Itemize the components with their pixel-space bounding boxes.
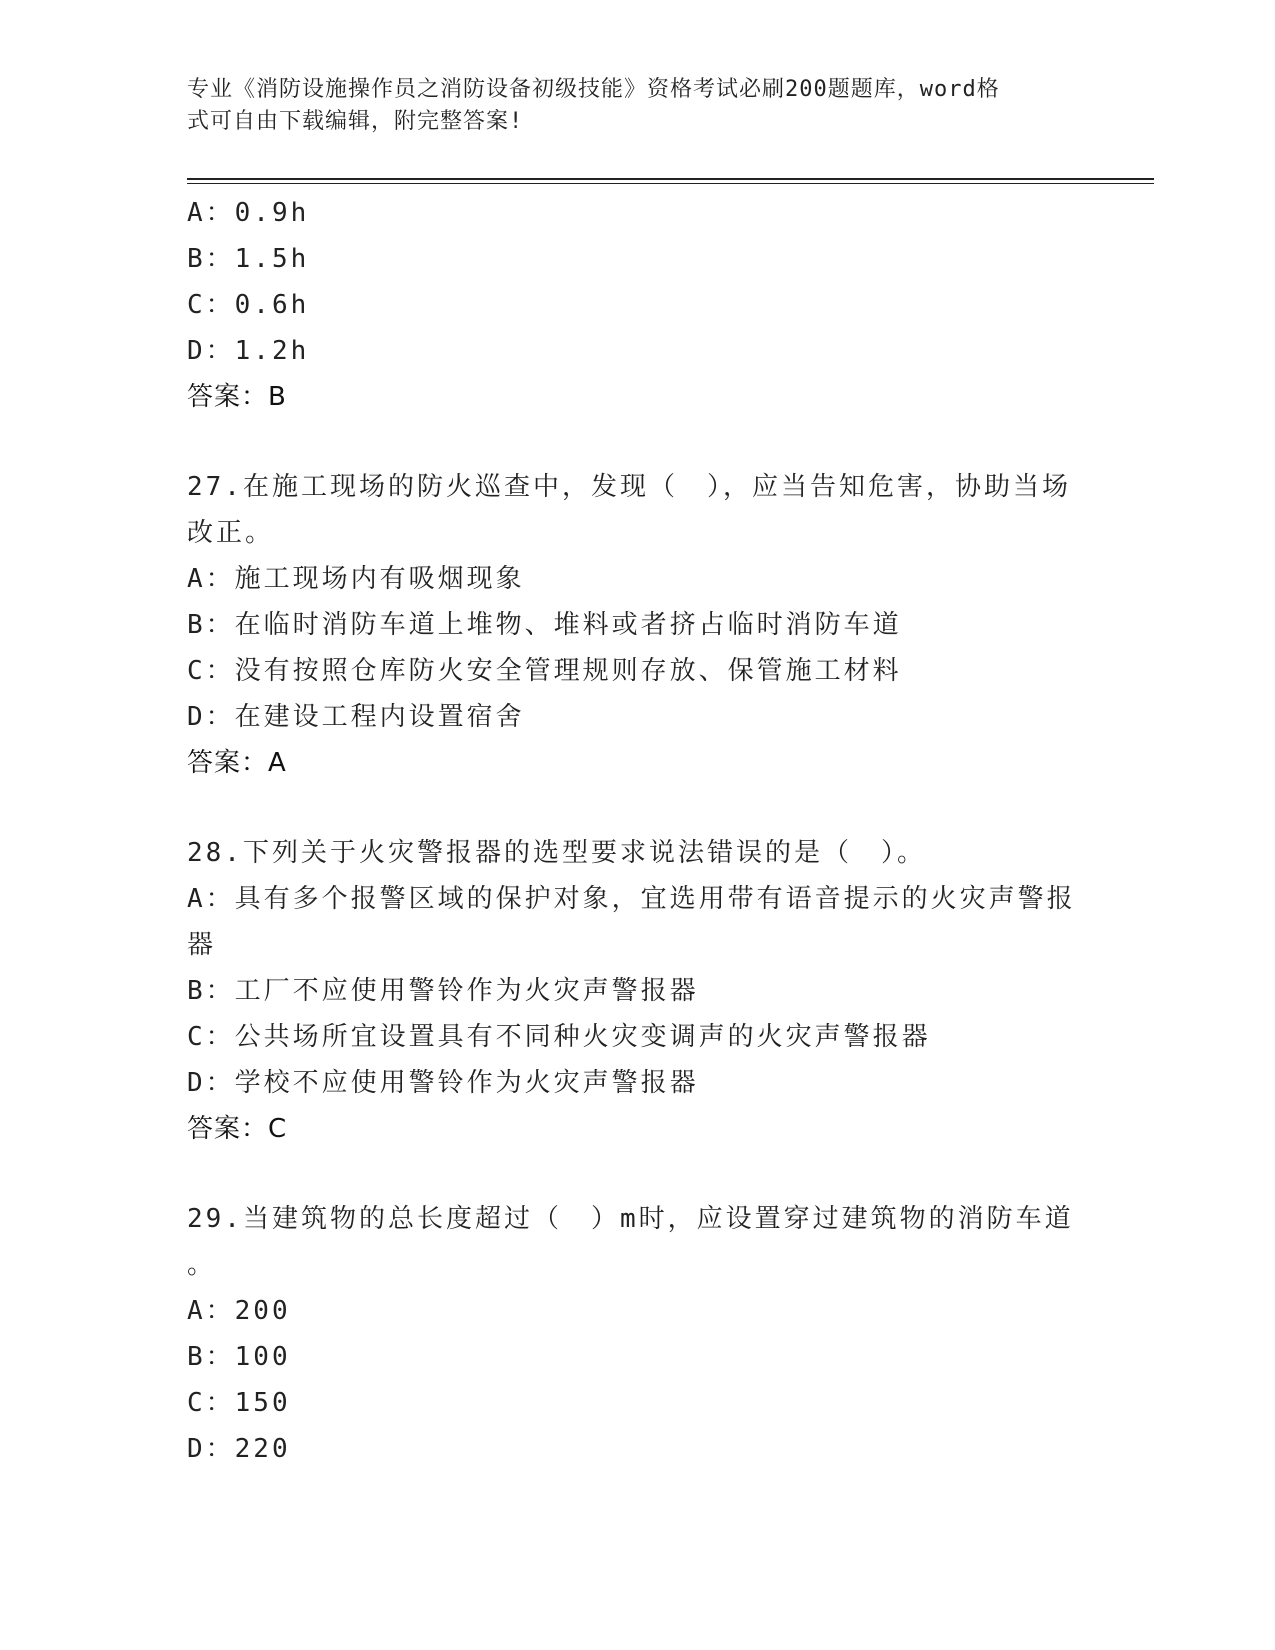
option-d: D：220 xyxy=(187,1434,291,1464)
answer: 答案：B xyxy=(187,382,287,412)
option-c: C：公共场所宜设置具有不同种火灾变调声的火灾声警报器 xyxy=(187,1022,931,1052)
question-27 xyxy=(187,464,1077,786)
header-divider-thin xyxy=(187,183,1154,184)
question-28 xyxy=(187,830,1077,1152)
question-list xyxy=(187,190,1077,1472)
option-c: C：0.6h xyxy=(187,290,310,320)
spacer xyxy=(187,420,1077,464)
option-b: B：1.5h xyxy=(187,244,310,274)
option-b: B：100 xyxy=(187,1342,291,1372)
option-d: D：在建设工程内设置宿舍 xyxy=(187,702,525,732)
option-b: B：在临时消防车道上堆物、堆料或者挤占临时消防车道 xyxy=(187,610,902,640)
option-b: B：工厂不应使用警铃作为火灾声警报器 xyxy=(187,976,699,1006)
option-a: A：施工现场内有吸烟现象 xyxy=(187,564,525,594)
option-d: D：1.2h xyxy=(187,336,310,366)
question-stem: 29.当建筑物的总长度超过（ ）m时，应设置穿过建筑物的消防车道 xyxy=(187,1204,1074,1234)
spacer xyxy=(187,1152,1077,1196)
option-a: A：0.9h xyxy=(187,198,310,228)
question-26 xyxy=(187,190,1077,420)
question-stem: 27.在施工现场的防火巡查中，发现（ ），应当告知危害，协助当场 xyxy=(187,472,1071,502)
question-29 xyxy=(187,1196,1077,1472)
option-a-continued: 器 xyxy=(187,930,217,960)
option-d: D：学校不应使用警铃作为火灾声警报器 xyxy=(187,1068,699,1098)
document-header xyxy=(187,74,1067,138)
option-c: C：150 xyxy=(187,1388,291,1418)
option-c: C：没有按照仓库防火安全管理规则存放、保管施工材料 xyxy=(187,656,902,686)
answer: 答案：C xyxy=(187,1114,288,1144)
header-line-1: 专业《消防设施操作员之消防设备初级技能》资格考试必刷200题题库，word格 xyxy=(187,77,1000,102)
answer: 答案：A xyxy=(187,748,287,778)
option-a: A：具有多个报警区域的保护对象，宜选用带有语音提示的火灾声警报 xyxy=(187,884,1076,914)
spacer xyxy=(187,786,1077,830)
question-stem-continued: 改正。 xyxy=(187,518,275,548)
question-stem: 28.下列关于火灾警报器的选型要求说法错误的是（ ）。 xyxy=(187,838,926,868)
header-divider-thick xyxy=(187,178,1154,180)
question-stem-continued: 。 xyxy=(187,1250,217,1280)
header-line-2: 式可自由下载编辑，附完整答案! xyxy=(187,109,524,134)
option-a: A：200 xyxy=(187,1296,291,1326)
